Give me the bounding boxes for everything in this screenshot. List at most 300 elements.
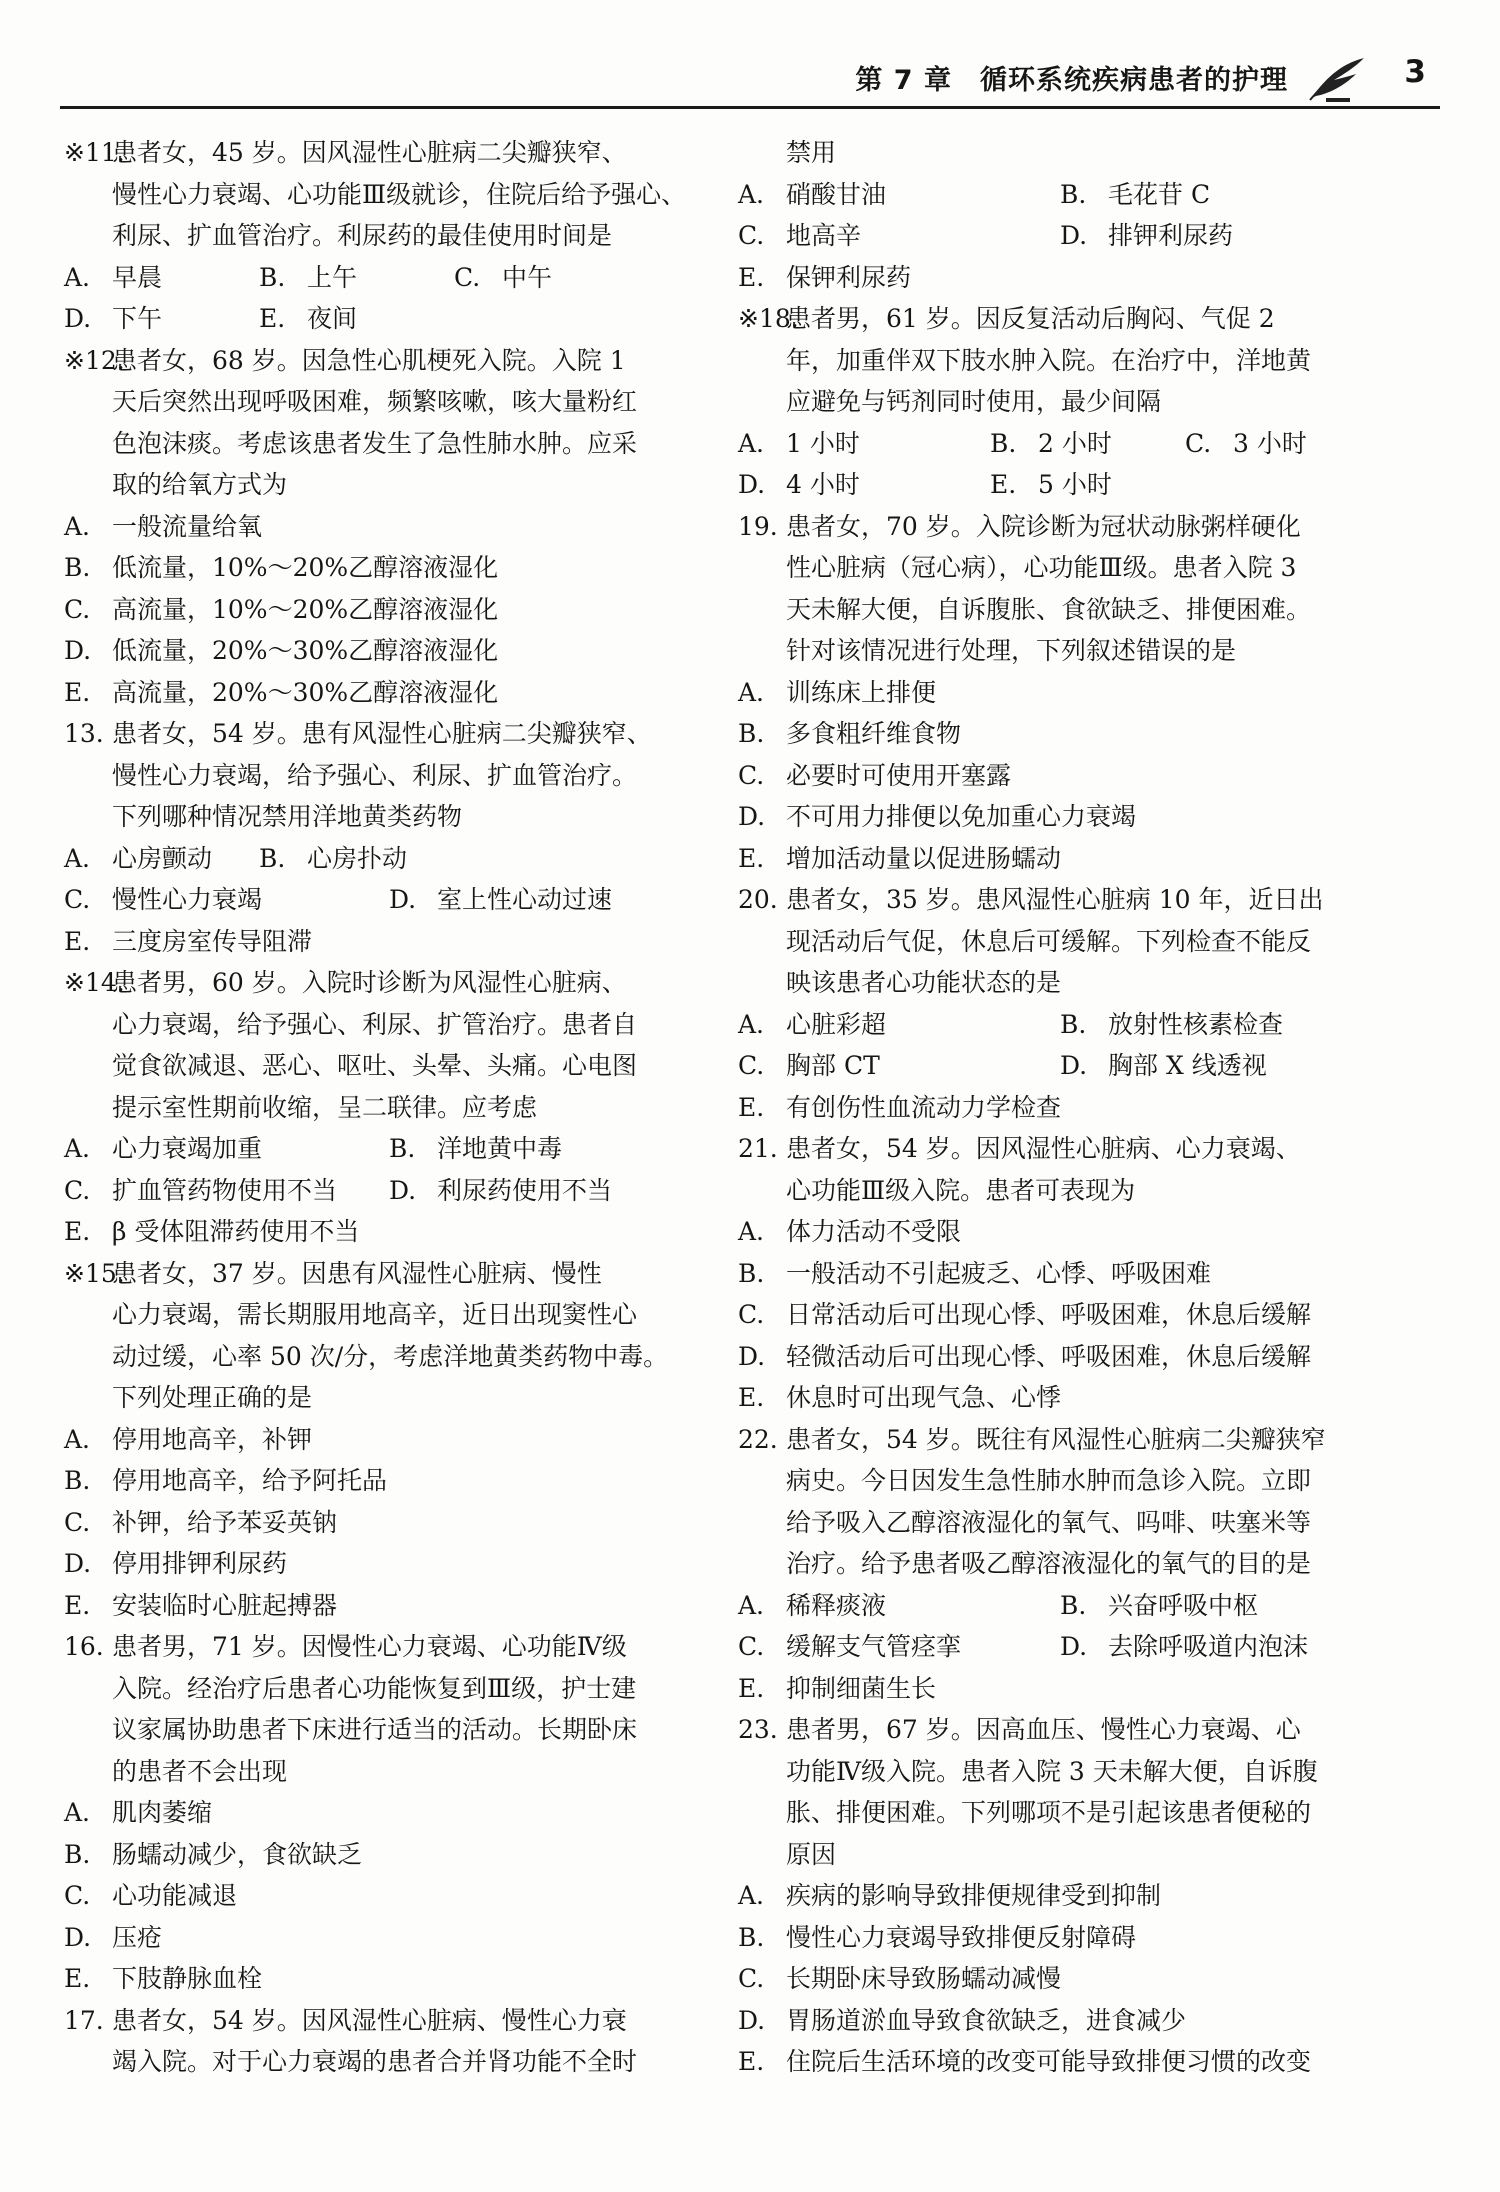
option-row [738, 257, 1398, 299]
option-letter: A. [738, 1009, 765, 1039]
option-text: 停用地高辛，补钾 [112, 1424, 313, 1454]
option-text: 一般活动不引起疲乏、心悸、呼吸困难 [786, 1258, 1212, 1288]
option-row [738, 1045, 1398, 1087]
option-row [64, 1792, 706, 1834]
option-text: 3 小时 [1233, 428, 1307, 458]
option-row [738, 1958, 1398, 2000]
option-letter: D. [64, 304, 92, 333]
option-text: 有创伤性血流动力学检查 [786, 1092, 1062, 1122]
option-text: 轻微活动后可出现心悸、呼吸困难，休息后缓解 [786, 1341, 1312, 1371]
option-text: 4 小时 [786, 470, 860, 499]
question-item [738, 879, 1398, 1128]
answer-option [64, 1502, 337, 1544]
answer-option [738, 796, 1136, 838]
option-letter: D. [738, 470, 766, 499]
option-letter: C. [738, 1632, 765, 1661]
answer-option [738, 1045, 1060, 1087]
option-text: 必要时可使用开塞露 [786, 760, 1012, 790]
option-letter: E. [259, 304, 286, 333]
answer-option [738, 1668, 936, 1710]
question-stem: 患者女，54 岁。患有风湿性心脏病二尖瓣狭窄、 慢性心力衰竭，给予强心、利尿、扩血管治疗。 下列哪种情况禁用洋地黄类药物 [112, 719, 652, 831]
answer-option [64, 1543, 287, 1585]
question-options [64, 1792, 706, 2000]
option-letter: C. [738, 221, 765, 250]
option-letter: D. [389, 1175, 417, 1205]
option-text: β 受体阻滞药使用不当 [112, 1217, 360, 1246]
question-options [738, 1211, 1398, 1419]
option-text: 体力活动不受限 [786, 1217, 962, 1246]
answer-option [64, 1917, 162, 1959]
option-letter: D. [64, 1549, 92, 1578]
option-letter: B. [1060, 179, 1087, 209]
option-text: 胸部 X 线透视 [1108, 1051, 1267, 1080]
option-text: 肠蠕动减少，食欲缺乏 [112, 1839, 363, 1869]
answer-option [64, 506, 262, 548]
option-text: 不可用力排便以免加重心力衰竭 [786, 802, 1137, 831]
option-letter: A. [738, 1881, 765, 1910]
option-letter: B. [1060, 1590, 1087, 1620]
option-row [64, 1917, 706, 1959]
answer-option [64, 1211, 359, 1253]
answer-option [738, 1336, 1311, 1378]
question-item [738, 1709, 1398, 2083]
question-stem: 患者女，54 岁。因风湿性心脏病、慢性心力衰 竭入院。对于心力衰竭的患者合并肾功能不全时 [112, 2005, 638, 2076]
option-row [738, 713, 1398, 755]
question-options [738, 1004, 1398, 1129]
answer-option [738, 1626, 1060, 1668]
answer-option [738, 174, 1060, 216]
option-letter: A. [738, 179, 765, 209]
option-row [738, 796, 1398, 838]
option-text: 疾病的影响导致排便规律受到抑制 [786, 1881, 1162, 1910]
option-row [64, 1502, 706, 1544]
question-stem: 患者女，68 岁。因急性心肌梗死入院。入院 1 天后突然出现呼吸困难，频繁咳嗽，咳大量粉红 色泡沫痰。考虑该患者发生了急性肺水肿。应采 取的给氧方式为 [112, 345, 638, 499]
option-letter: A. [64, 1134, 91, 1163]
option-letter: B. [738, 719, 765, 748]
option-row [738, 464, 1398, 506]
question-stem: 患者女，54 岁。因风湿性心脏病、心力衰竭、 心功能Ⅲ级入院。患者可表现为 [786, 1134, 1301, 1205]
option-row [738, 1294, 1398, 1336]
option-letter: C. [64, 1175, 91, 1205]
option-letter: D. [738, 2005, 766, 2035]
question-stem: 患者女，35 岁。患风湿性心脏病 10 年，近日出 现活动后气促，休息后可缓解。下列检查不能反 映该患者心功能状态的是 [786, 885, 1324, 997]
question-item [64, 1253, 706, 1627]
question-number: 23. [738, 1715, 778, 1744]
question-stem: 患者男，67 岁。因高血压、慢性心力衰竭、心 功能Ⅳ级入院。患者入院 3 天未解大便，自诉腹 胀、排便困难。下列哪项不是引起该患者便秘的 原因 [786, 1715, 1318, 1869]
answer-option [64, 1792, 212, 1834]
option-row [738, 2041, 1398, 2083]
option-letter: E. [64, 1590, 91, 1620]
option-letter: E. [738, 2047, 765, 2076]
question-17-stem-continued: 禁用 [786, 138, 837, 167]
question-options [64, 506, 706, 714]
option-letter: D. [738, 1341, 766, 1371]
option-letter: D. [64, 1922, 92, 1952]
answer-option [1060, 1585, 1258, 1627]
answer-option [1185, 423, 1307, 465]
question-options [64, 1128, 706, 1253]
answer-option [738, 1211, 961, 1253]
option-text: 胃肠道淤血导致食欲缺乏，进食减少 [786, 2005, 1187, 2035]
answer-option [738, 672, 936, 714]
question-stem: 患者女，45 岁。因风湿性心脏病二尖瓣狭窄、 慢性心力衰竭、心功能Ⅲ级就诊，住院后给予强心、 利尿、扩血管治疗。利尿药的最佳使用时间是 [112, 138, 687, 250]
option-text: 心功能减退 [112, 1881, 238, 1910]
page-header [60, 54, 1440, 109]
option-text: 早晨 [112, 262, 163, 292]
option-row [738, 1087, 1398, 1129]
question-stem: 患者女，54 岁。既往有风湿性心脏病二尖瓣狭窄 病史。今日因发生急性肺水肿而急诊入院。立即 给予吸入乙醇溶液湿化的氧气、吗啡、呋塞米等 治疗。给予患者吸乙醇溶液湿化的氧气的目的是 [786, 1424, 1326, 1578]
option-text: 肌肉萎缩 [112, 1798, 213, 1827]
option-row [738, 1626, 1398, 1668]
question-item [738, 1419, 1398, 1710]
question-options [64, 1419, 706, 1627]
answer-option [259, 257, 454, 299]
option-row [64, 1543, 706, 1585]
answer-option [738, 215, 1060, 257]
option-letter: B. [738, 1922, 765, 1952]
option-letter: E. [738, 1383, 765, 1412]
question-stem: 患者男，61 岁。因反复活动后胸闷、气促 2 年，加重伴双下肢水肿入院。在治疗中，洋地黄 应避免与钙剂同时使用，最少间隔 [786, 304, 1312, 416]
option-row [64, 298, 706, 340]
answer-option [738, 1087, 1061, 1129]
option-letter: D. [389, 885, 417, 914]
option-row [64, 921, 706, 963]
question-17-options [738, 174, 1398, 299]
answer-option [64, 1460, 387, 1502]
answer-option [738, 1875, 1161, 1917]
question-number: ※11. [64, 138, 125, 167]
option-text: 洋地黄中毒 [437, 1134, 563, 1163]
answer-option [259, 838, 407, 880]
option-row [738, 1211, 1398, 1253]
question-number: ※15. [64, 1258, 125, 1288]
option-text: 夜间 [307, 304, 358, 333]
option-letter: D. [64, 636, 92, 665]
option-letter: A. [64, 262, 91, 292]
option-row [64, 1834, 706, 1876]
question-number: 16. [64, 1632, 104, 1661]
answer-option [738, 2000, 1186, 2042]
option-text: 地高辛 [786, 221, 862, 250]
option-text: 停用地高辛，给予阿托品 [112, 1466, 388, 1495]
option-row [64, 879, 706, 921]
option-text: 毛花苷 C [1108, 179, 1211, 209]
question-stem: 患者女，70 岁。入院诊断为冠状动脉粥样硬化 性心脏病（冠心病），心功能Ⅲ级。患者入院 3 天未解大便，自诉腹胀、食欲缺乏、排便困难。 针对该情况进行处理，下列叙述错误的是 [786, 511, 1312, 665]
option-letter: E. [64, 1217, 91, 1246]
question-number: 22. [738, 1424, 778, 1454]
option-row [738, 1004, 1398, 1046]
option-letter: E. [64, 926, 91, 956]
answer-option [738, 2041, 1311, 2083]
option-row [738, 2000, 1398, 2042]
answer-option [990, 464, 1112, 506]
option-text: 多食粗纤维食物 [786, 719, 962, 748]
option-letter: E. [990, 470, 1017, 499]
option-row [64, 1170, 706, 1212]
answer-option [1060, 215, 1233, 257]
question-options [738, 1585, 1398, 1710]
option-text: 放射性核素检查 [1108, 1009, 1284, 1039]
option-row [738, 1253, 1398, 1295]
answer-option [738, 1004, 1060, 1046]
option-text: 胸部 CT [786, 1051, 880, 1080]
option-row [64, 257, 706, 299]
option-text: 高流量，20%～30%乙醇溶液湿化 [112, 677, 499, 707]
option-text: 稀释痰液 [786, 1590, 887, 1620]
option-text: 慢性心力衰竭导致排便反射障碍 [786, 1922, 1137, 1952]
option-text: 缓解支气管痉挛 [786, 1632, 962, 1661]
option-row [64, 1128, 706, 1170]
answer-option [738, 1253, 1211, 1295]
answer-option [64, 838, 259, 880]
option-letter: C. [738, 1051, 765, 1080]
answer-option [259, 298, 357, 340]
option-letter: C. [64, 1507, 91, 1537]
option-row [64, 838, 706, 880]
option-row [64, 1419, 706, 1461]
question-stem: 患者男，71 岁。因慢性心力衰竭、心功能Ⅳ级 入院。经治疗后患者心功能恢复到Ⅲ级，护士建 议家属协助患者下床进行适当的活动。长期卧床 的患者不会出现 [112, 1632, 638, 1786]
option-letter: E. [738, 262, 765, 292]
option-letter: E. [738, 843, 765, 873]
option-letter: C. [64, 594, 91, 624]
answer-option [389, 879, 612, 921]
question-item [64, 132, 706, 340]
option-letter: B. [64, 1466, 91, 1495]
option-row [738, 215, 1398, 257]
option-text: 训练床上排便 [786, 677, 937, 707]
question-item [64, 2000, 706, 2083]
option-letter: E. [738, 1092, 765, 1122]
option-row [738, 1668, 1398, 1710]
answer-option [738, 755, 1011, 797]
option-row [64, 547, 706, 589]
option-row [738, 1585, 1398, 1627]
question-item [64, 1626, 706, 2000]
option-text: 排钾利尿药 [1108, 221, 1234, 250]
answer-option [738, 713, 961, 755]
answer-option [64, 1128, 389, 1170]
answer-option [64, 1834, 362, 1876]
left-column [64, 132, 706, 2083]
option-letter: A. [738, 1590, 765, 1620]
question-item [738, 1128, 1398, 1419]
option-text: 中午 [502, 262, 553, 292]
option-letter: B. [259, 843, 286, 873]
question-number: 21. [738, 1134, 778, 1163]
answer-option [64, 1170, 389, 1212]
answer-option [64, 547, 498, 589]
option-letter: C. [738, 1964, 765, 1993]
option-row [64, 1958, 706, 2000]
answer-option [64, 1958, 262, 2000]
option-letter: A. [738, 428, 765, 458]
option-letter: A. [738, 1217, 765, 1246]
option-letter: B. [64, 553, 91, 582]
answer-option [389, 1128, 562, 1170]
option-letter: E. [738, 1673, 765, 1703]
option-row [64, 1211, 706, 1253]
option-text: 保钾利尿药 [786, 262, 912, 292]
answer-option [64, 257, 259, 299]
option-text: 下肢静脉血栓 [112, 1964, 263, 1993]
option-row [64, 672, 706, 714]
question-item [64, 713, 706, 962]
question-options [64, 838, 706, 963]
answer-option [64, 298, 259, 340]
question-number: 19. [738, 511, 778, 541]
option-letter: C. [1185, 428, 1212, 458]
option-text: 补钾，给予苯妥英钠 [112, 1507, 338, 1537]
option-letter: C. [64, 1881, 91, 1910]
question-item [64, 340, 706, 714]
option-text: 日常活动后可出现心悸、呼吸困难，休息后缓解 [786, 1300, 1312, 1329]
answer-option [1060, 1045, 1267, 1087]
answer-option [738, 1585, 1060, 1627]
question-number: 13. [64, 719, 104, 748]
option-text: 安装临时心脏起搏器 [112, 1590, 338, 1620]
option-letter: A. [64, 1798, 91, 1827]
answer-option [738, 838, 1061, 880]
option-text: 心房扑动 [307, 843, 408, 873]
question-number: 17. [64, 2005, 104, 2035]
option-row [738, 1875, 1398, 1917]
option-text: 增加活动量以促进肠蠕动 [786, 843, 1062, 873]
option-letter: B. [259, 262, 286, 292]
option-text: 休息时可出现气急、心悸 [786, 1383, 1062, 1412]
option-text: 上午 [307, 262, 358, 292]
answer-option [1060, 1004, 1283, 1046]
option-text: 一般流量给氧 [112, 511, 263, 541]
option-text: 高流量，10%～20%乙醇溶液湿化 [112, 594, 499, 624]
option-row [738, 1336, 1398, 1378]
option-row [738, 174, 1398, 216]
option-row [64, 589, 706, 631]
option-letter: A. [64, 1424, 91, 1454]
option-row [64, 1460, 706, 1502]
option-text: 兴奋呼吸中枢 [1108, 1590, 1259, 1620]
question-item [738, 506, 1398, 880]
answer-option [64, 879, 389, 921]
option-letter: C. [738, 1300, 765, 1329]
option-letter: D. [1060, 221, 1088, 250]
question-number: ※12. [64, 345, 125, 375]
option-text: 压疮 [112, 1922, 163, 1952]
answer-option [1060, 174, 1210, 216]
option-text: 5 小时 [1038, 470, 1112, 499]
option-row [738, 672, 1398, 714]
right-column [738, 132, 1398, 2083]
option-letter: D. [1060, 1051, 1088, 1080]
option-text: 长期卧床导致肠蠕动减慢 [786, 1964, 1062, 1993]
option-letter: C. [64, 885, 91, 914]
answer-option [64, 1419, 312, 1461]
answer-option [64, 1875, 237, 1917]
option-text: 2 小时 [1038, 428, 1112, 458]
option-letter: D. [738, 802, 766, 831]
option-letter: B. [389, 1134, 416, 1163]
answer-option [738, 1377, 1061, 1419]
option-row [64, 1875, 706, 1917]
answer-option [64, 672, 498, 714]
answer-option [990, 423, 1185, 465]
answer-option [738, 464, 990, 506]
option-text: 硝酸甘油 [786, 179, 887, 209]
answer-option [64, 1585, 337, 1627]
option-letter: B. [64, 1839, 91, 1869]
option-letter: E. [64, 1964, 91, 1993]
option-text: 1 小时 [786, 428, 860, 458]
answer-option [738, 257, 911, 299]
option-letter: A. [64, 511, 91, 541]
option-row [738, 838, 1398, 880]
answer-option [738, 1958, 1061, 2000]
question-number: ※18. [738, 304, 799, 333]
question-number: ※14. [64, 968, 125, 997]
option-letter: C. [738, 760, 765, 790]
answer-option [738, 423, 990, 465]
question-item [64, 962, 706, 1253]
question-options [738, 423, 1398, 506]
option-text: 下午 [112, 304, 163, 333]
answer-option [389, 1170, 612, 1212]
option-row [738, 755, 1398, 797]
option-text: 心脏彩超 [786, 1009, 887, 1039]
option-text: 低流量，10%～20%乙醇溶液湿化 [112, 553, 499, 582]
option-text: 去除呼吸道内泡沫 [1108, 1632, 1309, 1661]
question-stem: 患者女，37 岁。因患有风湿性心脏病、慢性 心力衰竭，需长期服用地高辛，近日出现窦性心 动过缓，心率 50 次/分，考虑洋地黄类药物中毒。 下列处理正确的是 [112, 1258, 669, 1412]
option-letter: D. [1060, 1632, 1088, 1661]
option-text: 利尿药使用不当 [437, 1175, 613, 1205]
question-number: 20. [738, 885, 778, 914]
option-letter: B. [738, 1258, 765, 1288]
option-text: 低流量，20%～30%乙醇溶液湿化 [112, 636, 499, 665]
option-row [738, 1917, 1398, 1959]
option-text: 抑制细菌生长 [786, 1673, 937, 1703]
option-text: 三度房室传导阻滞 [112, 926, 313, 956]
question-options [738, 672, 1398, 880]
question-options [64, 257, 706, 340]
option-letter: C. [454, 262, 481, 292]
question-stem: 患者男，60 岁。入院时诊断为风湿性心脏病、 心力衰竭，给予强心、利尿、扩管治疗。患者自 觉食欲减退、恶心、呕吐、头晕、头痛。心电图 提示室性期前收缩，呈二联律。应考虑 [112, 968, 638, 1122]
answer-option [454, 257, 552, 299]
option-text: 扩血管药物使用不当 [112, 1175, 338, 1205]
option-text: 室上性心动过速 [437, 885, 613, 914]
question-options [738, 1875, 1398, 2083]
option-letter: E. [64, 677, 91, 707]
option-row [738, 1377, 1398, 1419]
option-row [64, 1585, 706, 1627]
answer-option [738, 1917, 1136, 1959]
option-row [64, 506, 706, 548]
answer-option [64, 921, 312, 963]
option-row [64, 630, 706, 672]
answer-option [64, 589, 498, 631]
option-letter: B. [1060, 1009, 1087, 1039]
answer-option [738, 1294, 1311, 1336]
option-letter: B. [990, 428, 1017, 458]
question-item [738, 298, 1398, 506]
quill-logo-icon [1304, 54, 1370, 104]
option-text: 心力衰竭加重 [112, 1134, 263, 1163]
option-text: 心房颤动 [112, 843, 213, 873]
answer-option [1060, 1626, 1308, 1668]
option-text: 停用排钾利尿药 [112, 1549, 288, 1578]
chapter-title: 第 7 章 循环系统疾病患者的护理 [855, 65, 1288, 96]
option-text: 慢性心力衰竭 [112, 885, 263, 914]
option-letter: A. [738, 677, 765, 707]
option-row [738, 423, 1398, 465]
page-number: 3 [1404, 54, 1426, 90]
